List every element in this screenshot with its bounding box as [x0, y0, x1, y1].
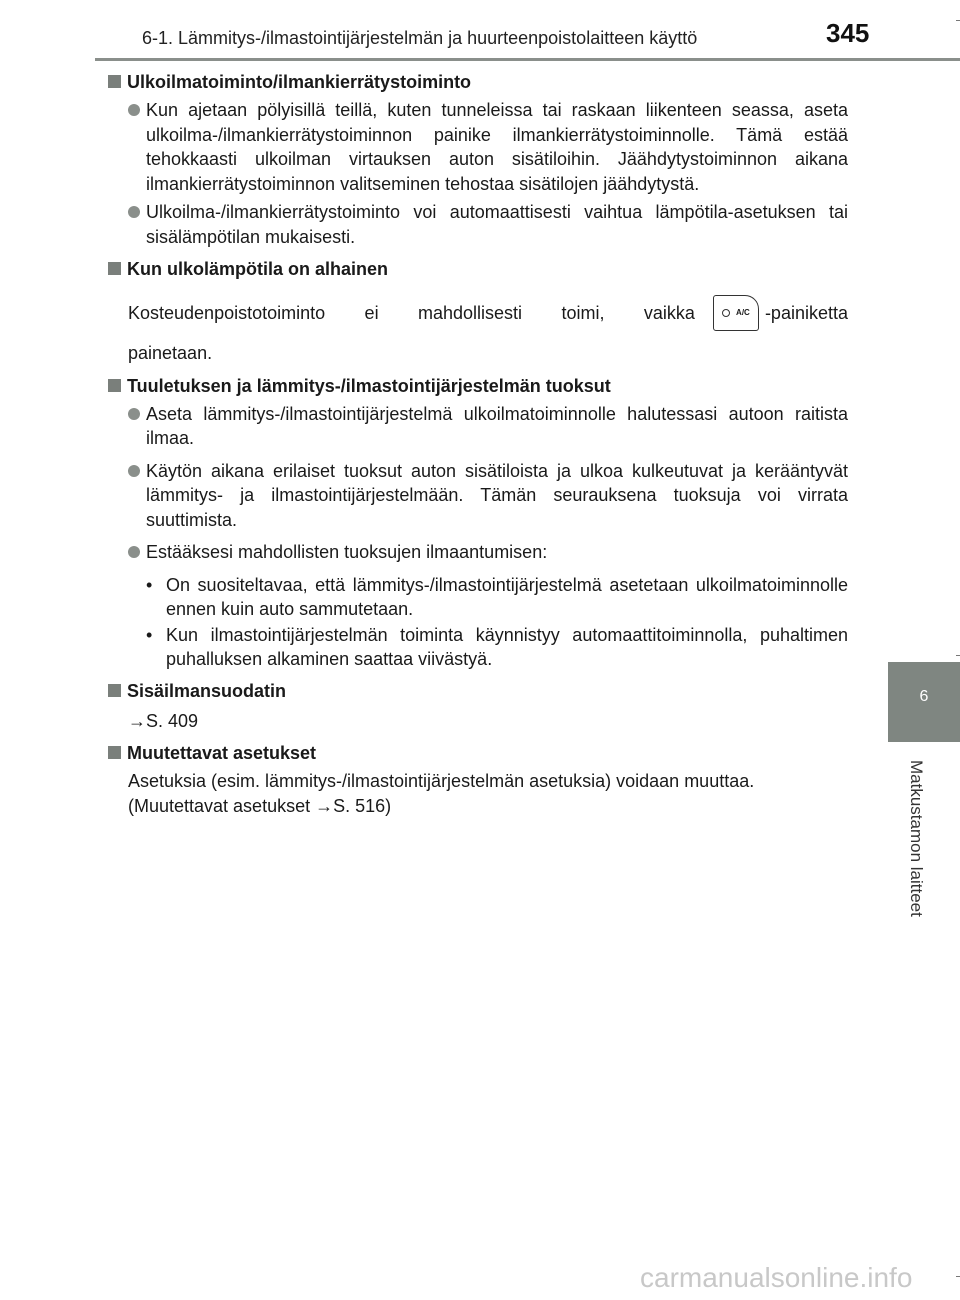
crop-mark [956, 20, 960, 21]
section-heading-text: Sisäilmansuodatin [127, 680, 287, 701]
section-heading [108, 679, 848, 703]
ac-button-icon [713, 295, 759, 331]
header-title: 6-1. Lämmitys-/ilmastointijärjestelmän ja huurteenpoistolaitteen käyttö [142, 28, 698, 48]
circle-bullet-icon [128, 465, 140, 477]
square-bullet-icon [108, 684, 121, 697]
section-low-temperature [108, 257, 848, 366]
section-heading [108, 374, 848, 398]
list-item [128, 459, 848, 533]
square-bullet-icon [108, 379, 121, 392]
circle-bullet-icon [128, 408, 140, 420]
paragraph-text: painetaan. [128, 343, 213, 363]
page-number: 345 [826, 18, 870, 48]
list-item-text: Estääksesi mahdollisten tuoksujen ilmaantumisen: [146, 542, 548, 562]
sub-list-item-text: Kun ilmastointijärjestelmän toiminta käynnistyy automaattitoiminnolla, puhaltimen puhalluksen alkaminen saattaa viivästyä. [166, 624, 848, 669]
sub-list-item-text: On suositeltavaa, että lämmitys-/ilmastointijärjestelmä asetetaan ulkoilmatoiminnolle ennen kuin auto sammutetaan. [166, 574, 848, 619]
list-item-text: Ulkoilma-/ilmankierrätystoiminto voi automaattisesti vaihtua lämpötila-asetuksen tai sisälämpötilan mukaisesti. [146, 202, 848, 247]
section-heading-text: Kun ulkolämpötila on alhainen [127, 259, 389, 279]
page-content [108, 70, 848, 818]
chapter-tab [888, 662, 960, 742]
page-reference: →S. 409 [128, 710, 199, 731]
page-reference: (Muutettavat asetukset →S. 516) [128, 795, 392, 816]
section-heading [108, 70, 848, 94]
list-item [128, 402, 848, 451]
square-bullet-icon [108, 746, 121, 759]
ac-button-label: A/C [736, 308, 750, 317]
indicator-light-icon [722, 309, 730, 317]
sub-list-item [146, 623, 848, 671]
dot-bullet-icon: • [146, 624, 153, 645]
chapter-label: Matkustamon laitteet [907, 760, 926, 917]
circle-bullet-icon [128, 206, 140, 218]
chapter-number: 6 [919, 688, 929, 705]
watermark: carmanualsonline.info [640, 1262, 913, 1293]
crop-mark [956, 655, 960, 656]
list-item [128, 540, 848, 565]
circle-bullet-icon [128, 104, 140, 116]
section-heading-text: Tuuletuksen ja lämmitys-/ilmastointijärjestelmän tuoksut [127, 375, 611, 396]
paragraph-text: Asetuksia (esim. lämmitys-/ilmastointijärjestelmän asetuksia) voidaan muuttaa. [128, 771, 755, 791]
list-item-text: Käytön aikana erilaiset tuoksut auton sisätiloista ja ulkoa kulkeutuvat ja kerääntyvät lämmitys- ja ilmastointijärjestelmään. Tämän seurauksena tuoksuja voi virrata suuttimista. [146, 460, 848, 530]
section-heading-text: Ulkoilmatoiminto/ilmankierrätystoiminto [127, 72, 472, 92]
list-item-text: Kun ajetaan pölyisillä teillä, kuten tunneleissa tai raskaan liikenteen seassa, aseta ulkoilma-/ilmankierrätystoiminnon painike ilmankierrätystoiminnolle. Tämä estää tehokkaasti ulkoilman virtauksen auton sisätiloihin. Jäähdytystoiminnon aikana ilmankierrätystoiminnon valitseminen tehostaa sisätilojen jäähdytystä. [146, 100, 848, 194]
ac-sentence [128, 295, 848, 331]
section-cabin-filter [108, 679, 848, 734]
crop-mark [956, 1276, 960, 1277]
section-heading-text: Muutettavat asetukset [127, 743, 317, 763]
list-item [128, 98, 848, 196]
section-outside-air [108, 70, 848, 249]
section-heading [108, 257, 848, 281]
sub-list-item [146, 573, 848, 621]
list-item [128, 200, 848, 249]
paragraph-text: Kosteudenpoistotoiminto ei mahdollisesti toimi, vaikka [128, 303, 695, 323]
page-header [0, 0, 960, 60]
square-bullet-icon [108, 262, 121, 275]
dot-bullet-icon: • [146, 574, 153, 595]
square-bullet-icon [108, 75, 121, 88]
paragraph-text: -painiketta [764, 303, 848, 323]
section-odors [108, 374, 848, 671]
list-item-text: Aseta lämmitys-/ilmastointijärjestelmä ulkoilmatoiminnolle halutessasi autoon raitista ilmaa. [146, 403, 848, 448]
section-heading [108, 741, 848, 765]
section-customizable-settings [108, 741, 848, 818]
circle-bullet-icon [128, 546, 140, 558]
header-rule [95, 58, 960, 61]
